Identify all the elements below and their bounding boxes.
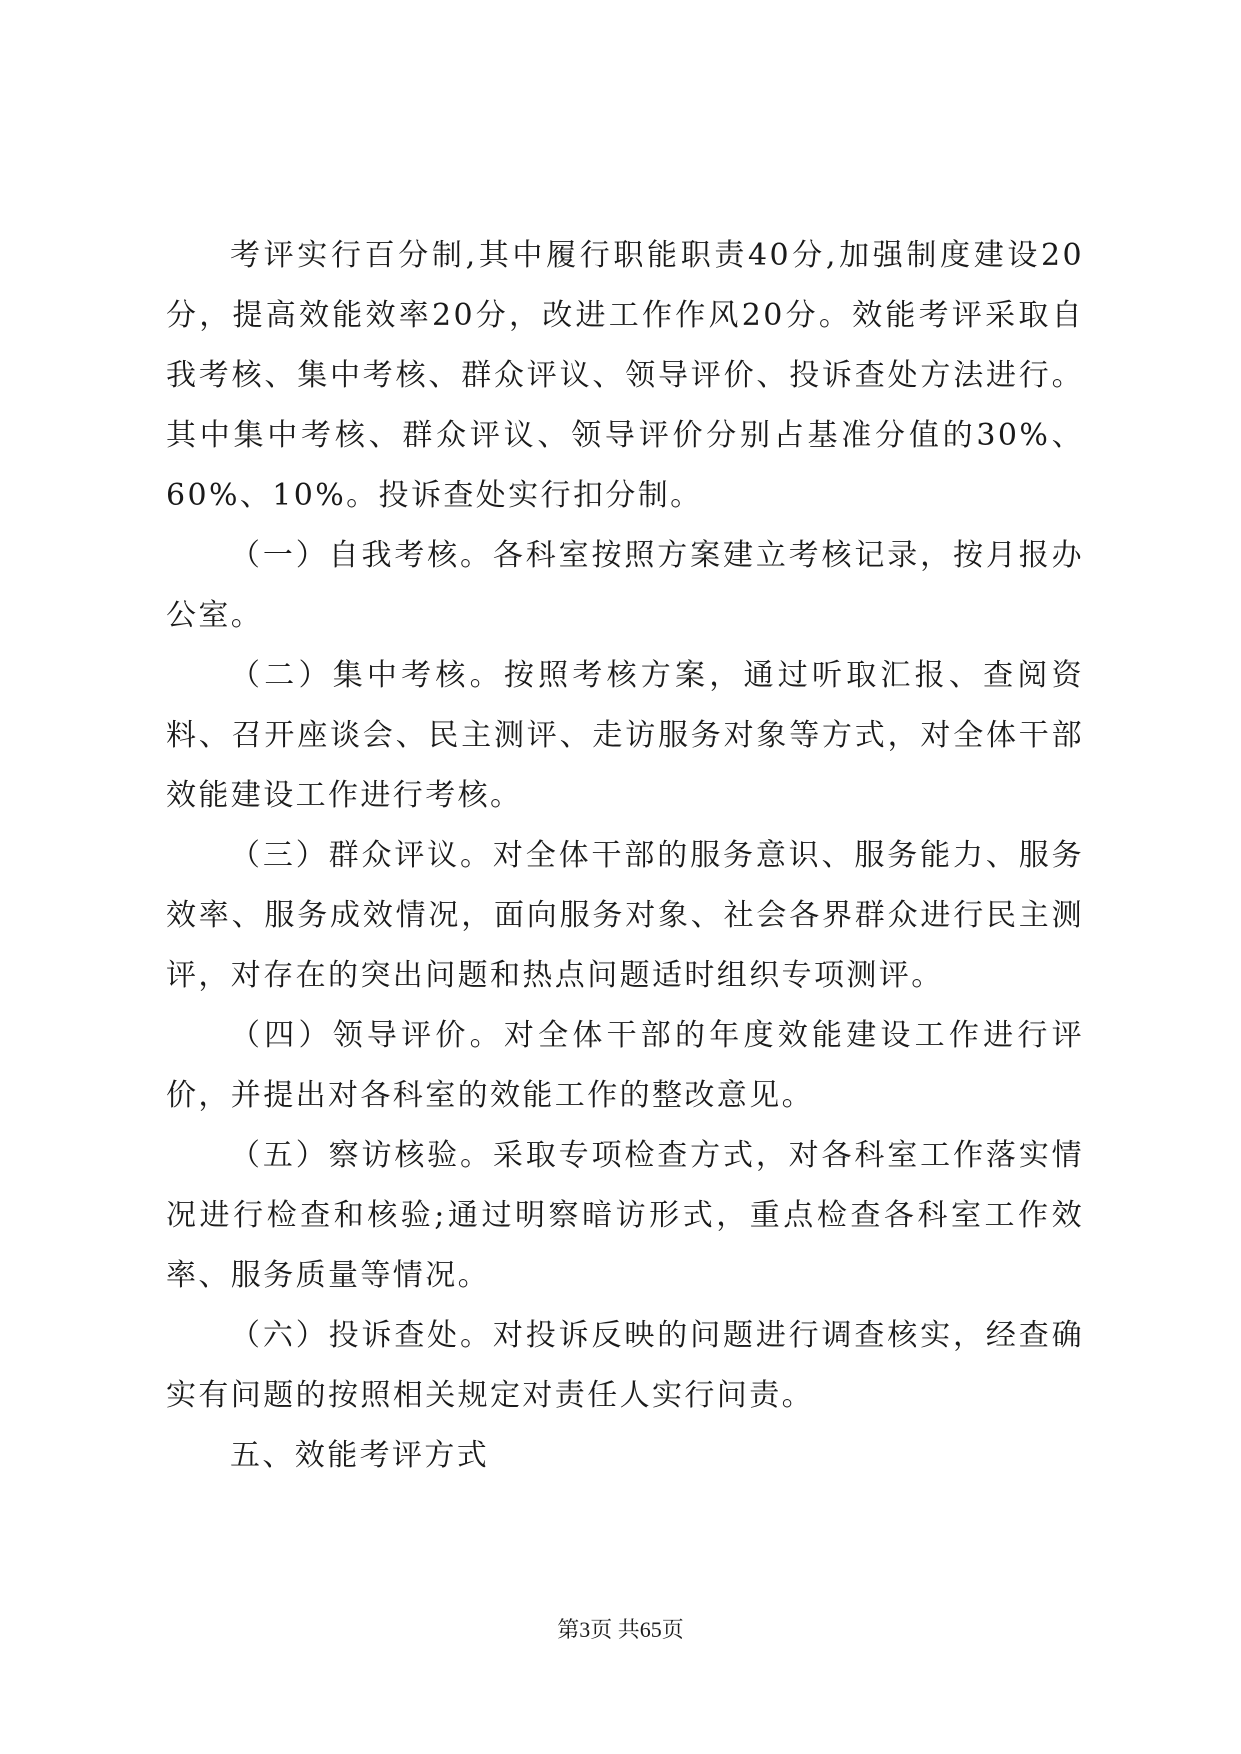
paragraph-complaint-handling: （六）投诉查处。对投诉反映的问题进行调查核实，经查确实有问题的按照相关规定对责任人实行问责。 <box>166 1318 1084 1413</box>
paragraph-public-review: （三）群众评议。对全体干部的服务意识、服务能力、服务效率、服务成效情况，面向服务对象、社会各界群众进行民主测评，对存在的突出问题和热点问题适时组织专项测评。 <box>166 838 1084 993</box>
paragraph-inspection-verification: （五）察访核验。采取专项检查方式，对各科室工作落实情况进行检查和核验;通过明察暗访形式，重点检查各科室工作效率、服务质量等情况。 <box>166 1138 1084 1293</box>
paragraph-leadership-evaluation: （四）领导评价。对全体干部的年度效能建设工作进行评价，并提出对各科室的效能工作的整改意见。 <box>166 1018 1084 1113</box>
paragraph-centralized-assessment: （二）集中考核。按照考核方案，通过听取汇报、查阅资料、召开座谈会、民主测评、走访服务对象等方式，对全体干部效能建设工作进行考核。 <box>166 658 1084 813</box>
page-footer <box>0 1616 1241 1644</box>
page-number: 第3页 共65页 <box>557 1617 684 1642</box>
paragraph-self-assessment: （一）自我考核。各科室按照方案建立考核记录，按月报办公室。 <box>166 538 1084 633</box>
paragraph-scoring: 考评实行百分制,其中履行职能职责40分,加强制度建设20分，提高效能效率20分，改进工作作风20分。效能考评采取自我考核、集中考核、群众评议、领导评价、投诉查处方法进行。其中集中考核、群众评议、领导评价分别占基准分值的30%、60%、10%。投诉查处实行扣分制。 <box>166 238 1084 513</box>
document-body <box>166 226 1084 1486</box>
section-heading: 五、效能考评方式 <box>230 1438 490 1473</box>
